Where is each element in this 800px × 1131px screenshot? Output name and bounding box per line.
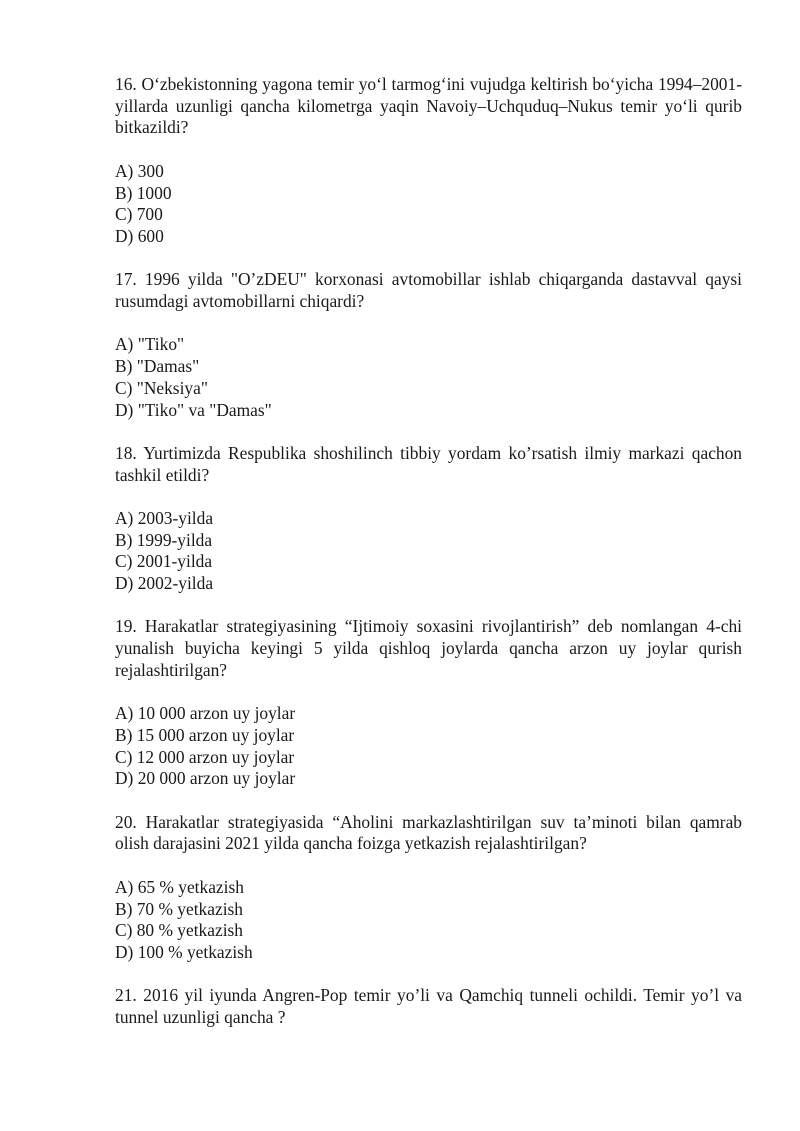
question-text: 20. Harakatlar strategiyasida “Aholini markazlashtirilgan suv ta’minoti bilan qamrab olish darajasini 2021 yilda qancha foizga yetkazish rejalashtirilgan? — [115, 811, 742, 854]
question-17 — [115, 269, 742, 421]
option-b: B) 15 000 arzon uy joylar — [115, 724, 295, 745]
question-19 — [115, 616, 742, 790]
question-text: 19. Harakatlar strategiyasining “Ijtimoiy soxasini rivojlantirish” deb nomlangan 4-chi yunalish buyicha keyingi 5 yilda qishloq joylarda qancha arzon uy joylar qurish rejalashtirilgan? — [115, 616, 742, 680]
option-c: C) 700 — [115, 204, 163, 225]
option-a: A) 2003-yilda — [115, 507, 214, 528]
option-a: A) 65 % yetkazish — [115, 876, 244, 897]
option-b: B) 70 % yetkazish — [115, 898, 243, 919]
option-d: D) 20 000 arzon uy joylar — [115, 768, 296, 789]
answer-options — [115, 508, 742, 595]
question-text: 17. 1996 yilda "O’zDEU" korxonasi avtomobillar ishlab chiqarganda dastavval qaysi rusumdagi avtomobillarni chiqardi? — [115, 269, 742, 311]
option-b: B) 1999-yilda — [115, 529, 213, 550]
answer-options — [115, 161, 742, 248]
option-c: C) 80 % yetkazish — [115, 920, 243, 941]
option-c: C) "Neksiya" — [115, 377, 208, 398]
answer-options — [115, 703, 742, 790]
option-d: D) "Tiko" va "Damas" — [115, 399, 272, 420]
option-c: C) 12 000 arzon uy joylar — [115, 746, 295, 767]
option-d: D) 600 — [115, 225, 164, 246]
option-c: C) 2001-yilda — [115, 551, 213, 572]
document-page — [115, 74, 742, 1050]
option-a: A) 10 000 arzon uy joylar — [115, 703, 296, 724]
question-21 — [115, 985, 742, 1028]
question-20 — [115, 812, 742, 964]
question-text: 16. O‘zbekistonning yagona temir yo‘l tarmog‘ini vujudga keltirish bo‘yicha 1994–2001-yillarda uzunligi qancha kilometrga yaqin Navoiy–Uchquduq–Nukus temir yo‘li qurib bitkazildi? — [115, 74, 742, 138]
question-16 — [115, 74, 742, 248]
question-text: 18. Yurtimizda Respublika shoshilinch tibbiy yordam ko’rsatish ilmiy markazi qachon tashkil etildi? — [115, 442, 742, 485]
answer-options — [115, 334, 742, 421]
answer-options — [115, 877, 742, 964]
option-d: D) 2002-yilda — [115, 573, 214, 594]
option-a: A) 300 — [115, 160, 164, 181]
option-a: A) "Tiko" — [115, 334, 185, 355]
option-b: B) 1000 — [115, 182, 172, 203]
question-text: 21. 2016 yil iyunda Angren-Pop temir yo’li va Qamchiq tunneli ochildi. Temir yo’l va tunnel uzunligi qancha ? — [115, 985, 742, 1028]
option-d: D) 100 % yetkazish — [115, 941, 253, 962]
question-18 — [115, 443, 742, 595]
option-b: B) "Damas" — [115, 356, 200, 377]
